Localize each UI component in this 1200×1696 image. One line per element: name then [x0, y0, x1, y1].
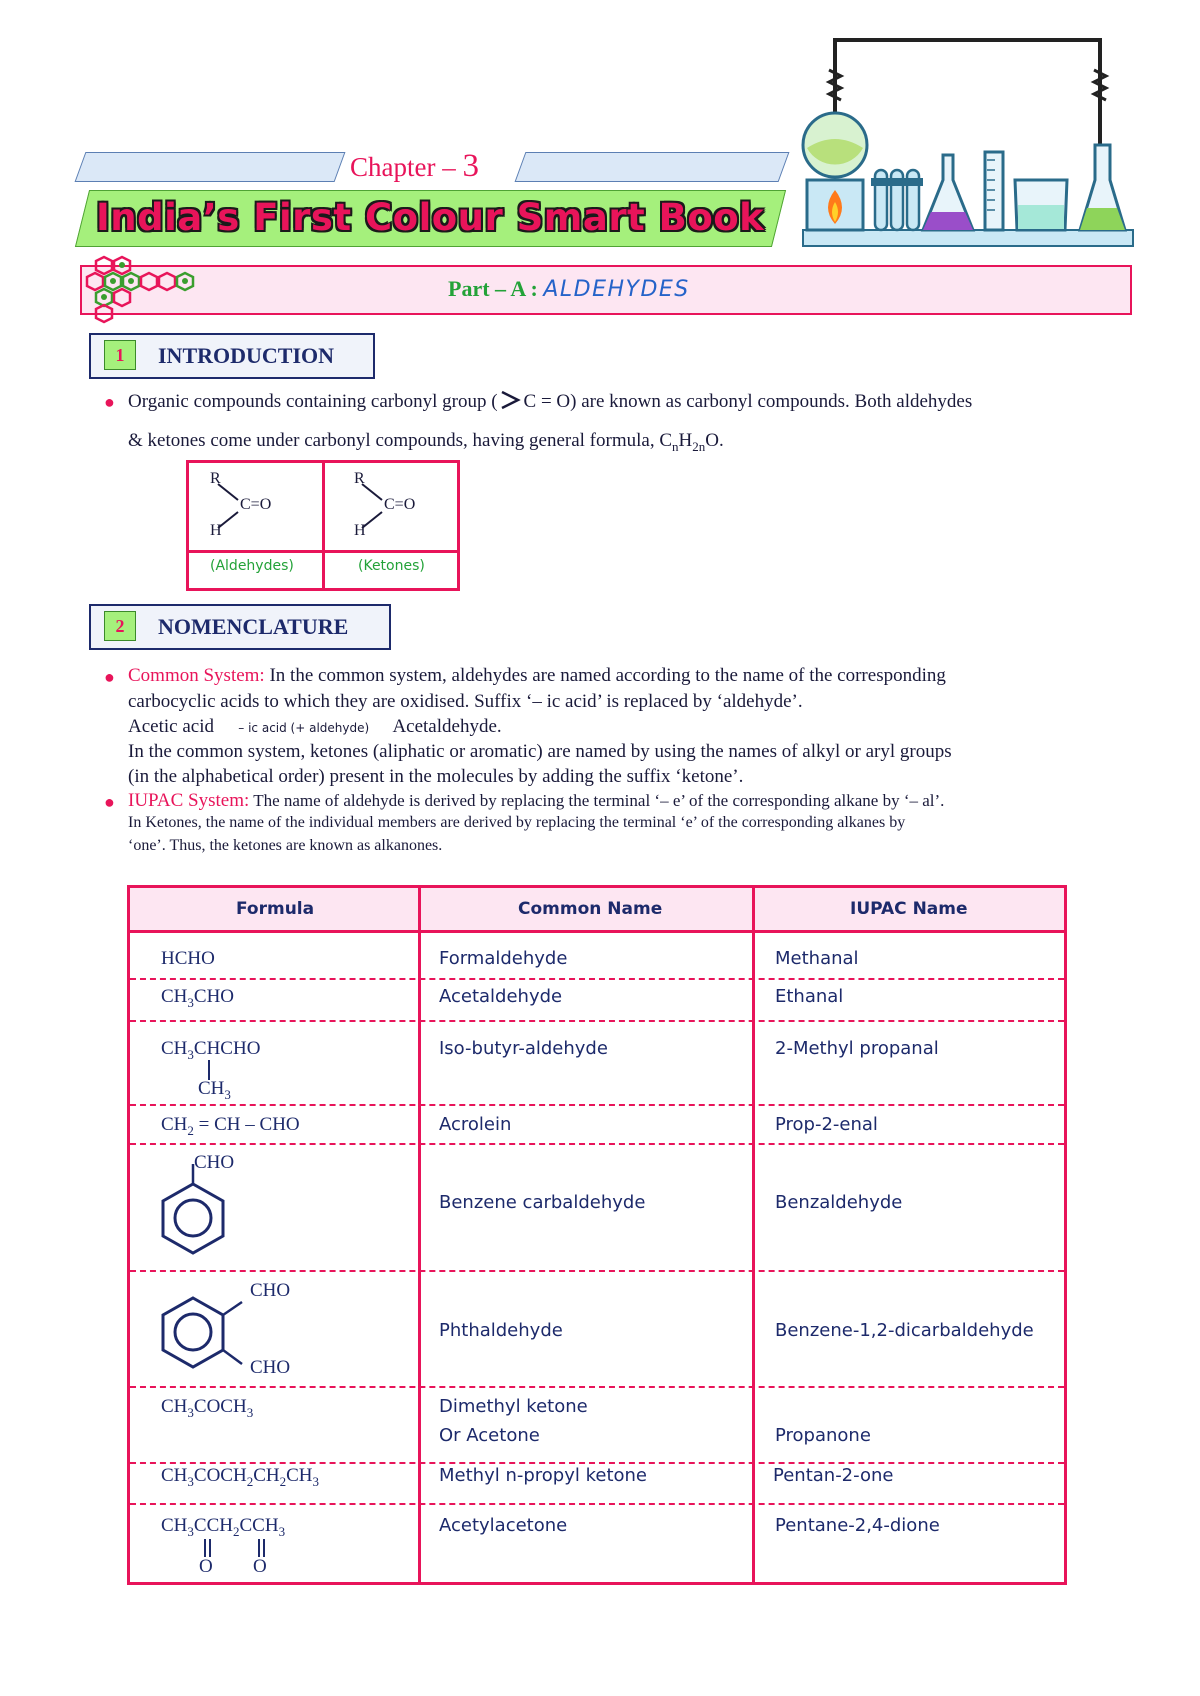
table-cell-iupac: 2-Methyl propanal	[775, 1038, 939, 1059]
banner-title: India’s First Colour Smart Book	[96, 196, 765, 239]
common-system-label: Common System:	[128, 665, 265, 686]
common-system-text: In the common system, aldehydes are named according to the name of the corresponding	[264, 665, 946, 686]
table-cell-iupac: Benzene-1,2-dicarbaldehyde	[775, 1320, 1034, 1341]
section-title: INTRODUCTION	[158, 343, 335, 368]
row-divider	[130, 1020, 1064, 1022]
ketones-caption: (Ketones)	[358, 558, 425, 574]
example-aldehyde: Acetaldehyde.	[392, 716, 502, 737]
table-cell-iupac: Methanal	[775, 948, 859, 969]
benzene-ring-icon	[150, 1280, 260, 1384]
aldehyde-co: C=O	[240, 496, 272, 513]
table-column-divider	[418, 888, 421, 1583]
table-header-formula: Formula	[236, 899, 315, 919]
common-system-line-3: In the common system, ketones (aliphatic or aromatic) are named by using the names of alkyl or aryl groups	[128, 741, 952, 762]
table-cell-formula: $CH_3COCH_3$	[161, 1396, 254, 1420]
table-cell-iupac: Pentane-2,4-dione	[775, 1515, 940, 1536]
row-divider	[130, 978, 1064, 980]
table-cell-formula: $CH_3COCH_2CH_2CH_3$	[161, 1465, 320, 1489]
row-divider	[130, 1104, 1064, 1106]
table-cell-common: Acetaldehyde	[439, 986, 563, 1007]
bullet-icon: ●	[104, 792, 115, 812]
common-system-example	[128, 716, 502, 738]
section-number: 2	[104, 611, 136, 641]
table-cell-formula: $CH_3CHCHO$	[161, 1038, 261, 1062]
table-cell-formula-bottom: CHO	[250, 1357, 291, 1378]
aldehyde-r: R	[210, 470, 221, 487]
reaction-arrow-label: – ic acid (+ aldehyde)	[238, 721, 370, 735]
table-cell-formula-oxygen: O	[253, 1556, 267, 1577]
chapter-bar-right	[515, 152, 790, 182]
table-cell-common: Benzene carbaldehyde	[439, 1192, 646, 1213]
row-divider	[130, 1270, 1064, 1272]
chapter-text: Chapter –	[350, 152, 463, 182]
part-heading	[448, 276, 690, 302]
intro-text-h: H	[678, 430, 693, 451]
carbonyl-bond-icon	[498, 390, 524, 410]
bullet-icon: ●	[104, 392, 115, 412]
part-title: ALDEHYDES	[543, 277, 690, 302]
aldehydes-caption: (Aldehydes)	[210, 558, 294, 574]
subscript-n: n	[672, 438, 679, 454]
chapter-number: 3	[462, 148, 479, 184]
table-cell-common: Methyl n-propyl ketone	[439, 1465, 648, 1486]
example-acid: Acetic acid	[128, 716, 214, 737]
intro-text-b: C = O) are known as carbonyl compounds. Both aldehydes	[523, 391, 973, 412]
carbonyl-structures	[190, 464, 455, 550]
section-number: 1	[104, 340, 136, 370]
table-header-common-name: Common Name	[518, 899, 663, 919]
table-cell-common: Formaldehyde	[439, 948, 568, 969]
bullet-icon: ●	[104, 667, 115, 687]
iupac-system-text: The name of aldehyde is derived by replacing the terminal ‘– e’ of the corresponding alkane by ‘– al’.	[249, 791, 945, 810]
table-cell-formula: $CH_2$ = CH – CHO	[161, 1114, 300, 1138]
table-cell-common: Acetylacetone	[439, 1515, 568, 1536]
subscript-2n: 2n	[692, 438, 706, 454]
chapter-label	[350, 148, 479, 185]
aldehyde-h: H	[210, 522, 222, 539]
table-cell-common: Dimethyl ketone	[439, 1396, 588, 1417]
table-header-iupac-name: IUPAC Name	[850, 899, 968, 919]
table-cell-iupac: Propanone	[775, 1425, 871, 1446]
table-cell-iupac: Prop-2-enal	[775, 1114, 878, 1135]
chapter-bar-left	[75, 152, 346, 182]
row-divider	[130, 1143, 1064, 1145]
intro-text-c: & ketones come under carbonyl compounds, having general formula, C	[128, 430, 672, 451]
structure-divider	[186, 550, 457, 553]
reaction-arrow	[219, 721, 389, 735]
common-system-line-2: carbocyclic acids to which they are oxidised. Suffix ‘– ic acid’ is replaced by ‘aldehyde’.	[128, 691, 803, 712]
lab-apparatus-illustration	[795, 30, 1140, 255]
table-cell-iupac: Benzaldehyde	[775, 1192, 903, 1213]
iupac-system-line-3: ‘one’. Thus, the ketones are known as alkanones.	[128, 837, 443, 854]
common-system-line-1	[128, 665, 946, 687]
table-cell-common: Phthaldehyde	[439, 1320, 563, 1341]
hexagon-icon	[80, 255, 210, 325]
row-divider	[130, 1386, 1064, 1388]
table-cell-common: Iso-butyr-aldehyde	[439, 1038, 608, 1059]
ketone-r: R	[354, 470, 365, 487]
intro-line-1	[128, 390, 972, 413]
intro-text-end: O.	[705, 430, 724, 451]
row-divider	[130, 1462, 1064, 1464]
table-cell-iupac: Ethanal	[775, 986, 844, 1007]
common-system-line-4: (in the alphabetical order) present in the molecules by adding the suffix ‘ketone’.	[128, 766, 744, 787]
part-prefix: Part – A :	[448, 276, 544, 301]
iupac-system-label: IUPAC System:	[128, 790, 250, 811]
table-cell-formula: HCHO	[161, 948, 215, 969]
table-cell-formula: $CH_3CCH_2CCH_3$	[161, 1515, 286, 1539]
iupac-system-line-1	[128, 790, 944, 812]
table-cell-formula-branch: $CH_3$	[198, 1078, 231, 1102]
table-cell-common-alt: Or Acetone	[439, 1425, 540, 1446]
table-cell-common: Acrolein	[439, 1114, 512, 1135]
intro-text-a: Organic compounds containing carbonyl group (	[128, 391, 498, 412]
iupac-system-line-2: In Ketones, the name of the individual members are derived by replacing the terminal ‘e’ of the corresponding alkanes by	[128, 814, 906, 831]
table-header-divider	[130, 930, 1064, 933]
table-column-divider	[752, 888, 755, 1583]
ketone-co: C=O	[384, 496, 416, 513]
branch-bond	[208, 1060, 210, 1080]
table-cell-formula-oxygen: O	[199, 1556, 213, 1577]
table-cell-formula: $CH_3CHO$	[161, 986, 235, 1010]
ketone-h: H	[354, 522, 366, 539]
section-title: NOMENCLATURE	[158, 614, 349, 639]
row-divider	[130, 1503, 1064, 1505]
table-cell-iupac: Pentan-2-one	[773, 1465, 894, 1486]
table-cell-formula: CHO	[194, 1152, 235, 1173]
table-cell-formula-top: CHO	[250, 1280, 291, 1301]
intro-line-2	[128, 430, 724, 455]
